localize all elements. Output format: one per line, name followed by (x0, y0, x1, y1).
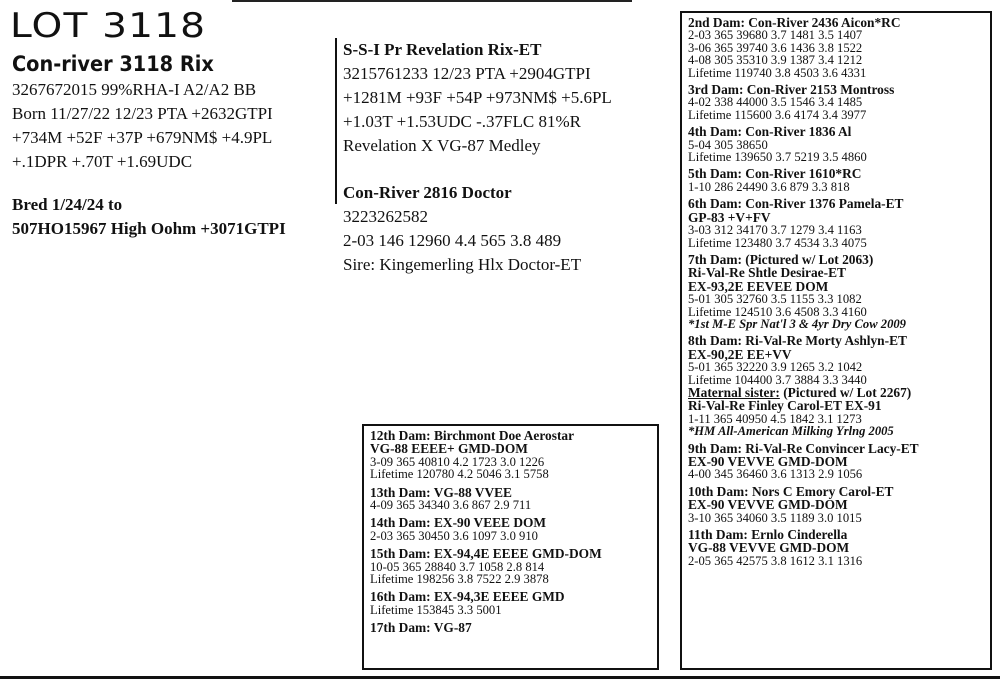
pedigree-entry (688, 197, 984, 249)
entry-record: 3-03 312 34170 3.7 1279 3.4 1163 (688, 223, 862, 238)
entry-record: Lifetime 115600 3.6 4174 3.4 3977 (688, 107, 867, 122)
pedigree-entry (688, 485, 984, 524)
pedigree-entry (370, 516, 651, 542)
entry-record: 3-10 365 34060 3.5 1189 3.0 1015 (688, 510, 862, 525)
animal-info-line: 3267672015 99%RHA-I A2/A2 BB (12, 80, 257, 99)
entry-record: Lifetime 123480 3.7 4534 3.3 4075 (688, 235, 867, 250)
pedigree-entry (688, 16, 984, 79)
entry-classification: EX-93,2E EEVEE DOM (688, 278, 829, 294)
pedigree-entry (370, 486, 651, 512)
entry-title: 11th Dam: Ernlo Cinderella (688, 527, 848, 543)
entry-classification: GP-83 +V+FV (688, 209, 771, 225)
entry-classification: VG-88 EEEE+ GMD-DOM (370, 441, 528, 457)
pedigree-entry (370, 590, 651, 616)
animal-info (12, 78, 337, 174)
entry-title: 5th Dam: Con-River 1610*RC (688, 166, 862, 182)
dam-line: 2-03 146 12960 4.4 565 3.8 489 (343, 231, 562, 250)
entry-record: Lifetime 153845 3.3 5001 (370, 602, 502, 617)
entry-classification: EX-90 VEVVE GMD-DOM (688, 454, 848, 469)
column-divider (335, 38, 337, 204)
entry-classification: EX-90,2E EE+VV (688, 346, 792, 362)
entry-record: 2-05 365 42575 3.8 1612 3.1 1316 (688, 553, 863, 568)
entry-record: 3-09 365 40810 4.2 1723 3.0 1226 (370, 454, 545, 469)
sire-name: S-S-I Pr Revelation Rix-ET (343, 40, 542, 59)
pedigree-entry (688, 125, 984, 163)
entry-record: 5-01 365 32220 3.9 1265 3.2 1042 (688, 360, 863, 375)
entry-record: 5-04 305 38650 (688, 137, 768, 152)
entry-record: 5-01 305 32760 3.5 1155 3.3 1082 (688, 292, 862, 307)
entry-title: 16th Dam: EX-94,3E EEEE GMD (370, 589, 565, 605)
pedigree-entry (688, 83, 984, 121)
pedigree-entry (688, 442, 984, 481)
extended-pedigree-box (362, 424, 659, 670)
entry-classification: EX-90 VEVVE GMD-DOM (688, 497, 848, 513)
pedigree-entry (370, 429, 651, 481)
entry-record: 3-06 365 39740 3.6 1436 3.8 1522 (688, 40, 863, 55)
entry-title: 6th Dam: Con-River 1376 Pamela-ET (688, 196, 904, 212)
maternal-sister-label: Maternal sister: (688, 384, 780, 400)
dam-line: Sire: Kingemerling Hlx Doctor-ET (343, 255, 582, 274)
entry-title: 12th Dam: Birchmont Doe Aerostar (370, 428, 575, 443)
entry-title: 2nd Dam: Con-River 2436 Aicon*RC (688, 15, 901, 30)
sire-line: +1281M +93F +54P +973NM$ +5.6PL (343, 88, 612, 107)
maternal-sister-note: *HM All-American Milking Yrlng 2005 (688, 424, 894, 439)
entry-record: Lifetime 124510 3.6 4508 3.3 4160 (688, 304, 867, 319)
entry-record: Lifetime 139650 3.7 5219 3.5 4860 (688, 150, 867, 165)
entry-record: Lifetime 119740 3.8 4503 3.6 4331 (688, 65, 867, 80)
maternal-sister-name: Ri-Val-Re Finley Carol-ET EX-91 (688, 398, 882, 414)
entry-record: 2-03 365 30450 3.6 1097 3.0 910 (370, 528, 538, 543)
maternal-sister-pictured: (Pictured w/ Lot 2267) (779, 384, 912, 400)
sire-info (343, 38, 612, 158)
pedigree-entry (688, 334, 984, 437)
entry-title: 9th Dam: Ri-Val-Re Convincer Lacy-ET (688, 440, 919, 456)
entry-record: 4-00 345 36460 3.6 1313 2.9 1056 (688, 467, 863, 482)
dam-line: 3223262582 (343, 207, 428, 226)
entry-note: *1st M-E Spr Nat'l 3 & 4yr Dry Cow 2009 (688, 316, 906, 331)
bred-line: 507HO15967 High Oohm +3071GTPI (12, 219, 286, 238)
entry-record: 2-03 365 39680 3.7 1481 3.5 1407 (688, 28, 863, 43)
animal-info-line: +.1DPR +.70T +1.69UDC (12, 152, 193, 171)
entry-classification: Ri-Val-Re Shtle Desirae-ET (688, 265, 846, 281)
entry-record: Lifetime 120780 4.2 5046 3.1 5758 (370, 467, 549, 482)
animal-info-line: Born 11/27/22 12/23 PTA +2632GTPI (12, 104, 273, 123)
entry-title: 3rd Dam: Con-River 2153 Montross (688, 82, 895, 98)
pedigree-entry (688, 528, 984, 567)
entry-title: 14th Dam: EX-90 VEEE DOM (370, 515, 547, 531)
dam-name: Con-River 2816 Doctor (343, 183, 512, 202)
lot-number: LOT 3118 (10, 6, 207, 46)
top-rule (232, 0, 632, 2)
entry-title: 7th Dam: (Pictured w/ Lot 2063) (688, 251, 874, 267)
pedigree-entry (370, 547, 651, 585)
entry-record: Lifetime 104400 3.7 3884 3.3 3440 (688, 372, 867, 387)
animal-info-line: +734M +52F +37P +679NM$ +4.9PL (12, 128, 273, 147)
pedigree-entry (688, 167, 984, 193)
sire-line: Revelation X VG-87 Medley (343, 136, 541, 155)
bred-info (12, 193, 286, 241)
animal-name: Con-river 3118 Rix (12, 52, 214, 76)
pedigree-entry (370, 621, 651, 634)
entry-record: 4-09 365 34340 3.6 867 2.9 711 (370, 498, 532, 513)
entry-title: 4th Dam: Con-River 1836 Al (688, 124, 852, 140)
entry-record: 1-10 286 24490 3.6 879 3.3 818 (688, 179, 850, 194)
entry-record: Lifetime 198256 3.8 7522 2.9 3878 (370, 572, 549, 587)
entry-title: 15th Dam: EX-94,4E EEEE GMD-DOM (370, 546, 602, 562)
sire-line: 3215761233 12/23 PTA +2904GTPI (343, 64, 591, 83)
maternal-sister-heading (688, 386, 984, 399)
entry-classification: VG-88 VEVVE GMD-DOM (688, 540, 850, 556)
entry-title: 17th Dam: VG-87 (370, 620, 472, 636)
entry-record: 10-05 365 28840 3.7 1058 2.8 814 (370, 559, 545, 574)
entry-title: 8th Dam: Ri-Val-Re Morty Ashlyn-ET (688, 333, 907, 349)
bred-line: Bred 1/24/24 to (12, 195, 123, 214)
dam-info (343, 181, 581, 277)
entry-record: 4-02 338 44000 3.5 1546 3.4 1485 (688, 95, 863, 110)
sire-line: +1.03T +1.53UDC -.37FLC 81%R (343, 112, 581, 131)
maternal-sister-record: 1-11 365 40950 4.5 1842 3.1 1273 (688, 411, 862, 426)
entry-record: 4-08 305 35310 3.9 1387 3.4 1212 (688, 53, 863, 68)
pedigree-entry (688, 253, 984, 330)
entry-title: 10th Dam: Nors C Emory Carol-ET (688, 483, 894, 499)
entry-title: 13th Dam: VG-88 VVEE (370, 484, 512, 500)
maternal-pedigree-box (680, 11, 992, 670)
